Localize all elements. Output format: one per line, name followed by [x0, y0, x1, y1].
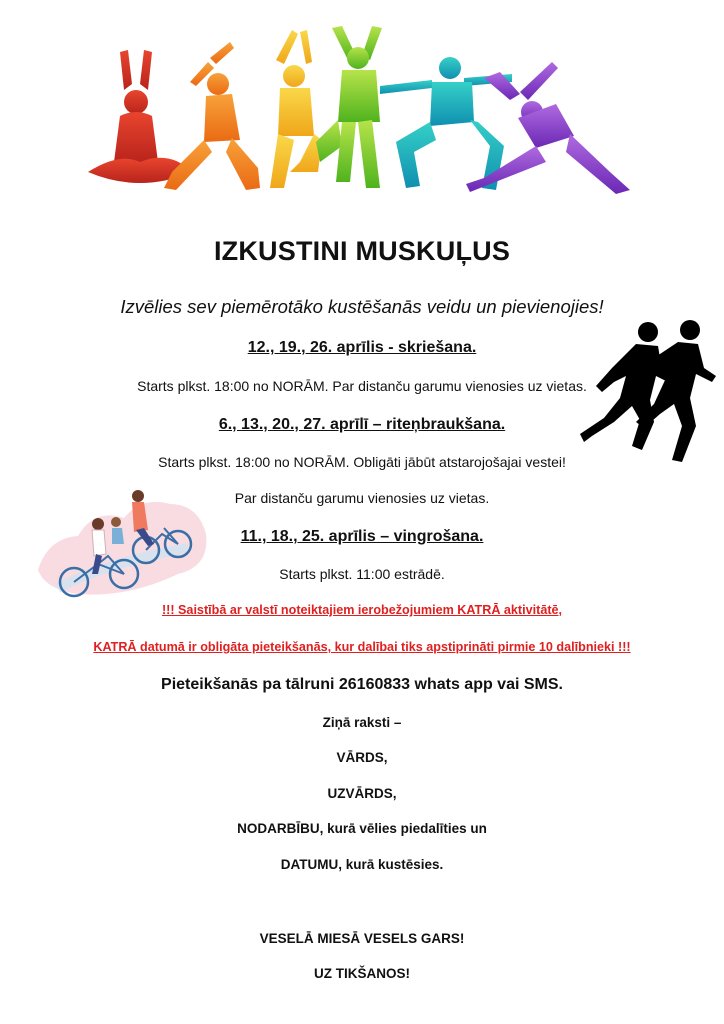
activity-heading-gymnastics: 11., 18., 25. aprīlis – vingrošana.: [240, 528, 484, 545]
activity-details-cycling-line2: Par distanču garumu vienosies uz vietas.: [234, 490, 490, 506]
message-line-date: DATUMU, kurā kustēsies.: [280, 857, 444, 872]
activity-details-cycling-line1: Starts plkst. 18:00 no NORĀM. Obligāti jābūt atstarojošajai vestei!: [158, 454, 566, 470]
message-line-name: VĀRDS,: [336, 750, 388, 765]
page-title: IZKUSTINI MUSKUĻUS: [213, 236, 511, 266]
contact-info: Pieteikšanās pa tālruni 26160833 whats app vai SMS.: [161, 676, 563, 693]
message-line-activity: NODARBĪBU, kurā vēlies piedalīties un: [237, 821, 487, 836]
activity-heading-cycling: 6., 13., 20., 27. aprīlī – riteņbraukšana.: [218, 416, 506, 433]
activity-details-gymnastics: Starts plkst. 11:00 estrādē.: [279, 566, 445, 582]
message-line-intro: Ziņā raksti –: [322, 715, 402, 730]
page-subtitle: Izvēlies sev piemērotāko kustēšanās veidu un pievienojies!: [120, 296, 604, 317]
activity-heading-running: 12., 19., 26. aprīlis - skriešana.: [247, 339, 477, 356]
runners-silhouette-icon: [578, 318, 718, 466]
warning-line2: KATRĀ datumā ir obligāta pieteikšanās, kur dalībai tiks apstiprināti pirmie 10 dalībnieki !!!: [93, 640, 631, 654]
warning-line1: !!! Saistībā ar valstī noteiktajiem ierobežojumiem KATRĀ aktivitātē,: [161, 603, 563, 617]
closing-farewell: UZ TIKŠANOS!: [314, 966, 410, 981]
yoga-figures-illustration: [80, 22, 640, 200]
closing-slogan: VESELĀ MIESĀ VESELS GARS!: [259, 931, 465, 946]
message-line-surname: UZVĀRDS,: [327, 786, 397, 801]
activity-details-running: Starts plkst. 18:00 no NORĀM. Par distanču garumu vienosies uz vietas.: [137, 378, 587, 394]
